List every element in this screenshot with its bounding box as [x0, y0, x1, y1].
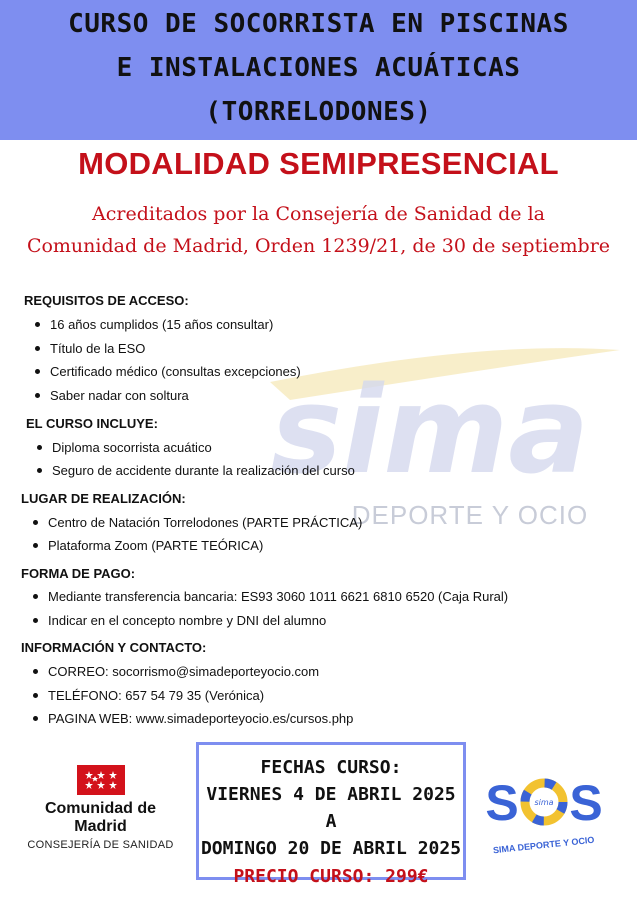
- svg-text:S: S: [569, 775, 603, 831]
- accreditation-line-2: Comunidad de Madrid, Orden 1239/21, de 30 de septiembre: [26, 235, 611, 257]
- accreditation-line-1: Acreditados por la Consejería de Sanidad de la: [92, 203, 545, 225]
- sos-caption: SIMA DEPORTE Y OCIO: [492, 834, 595, 856]
- bullet-icon: [33, 693, 38, 698]
- list-item: CORREO: socorrismo@simadeporteyocio.com: [33, 664, 319, 679]
- comunidad-madrid-logo: [18, 765, 183, 851]
- list-item: TELÉFONO: 657 54 79 35 (Verónica): [33, 688, 264, 703]
- bullet-icon: [37, 445, 42, 450]
- list-item: PAGINA WEB: www.simadeporteyocio.es/cursos.php: [33, 711, 353, 726]
- bullet-icon: [35, 322, 40, 327]
- dates-start: VIERNES 4 DE ABRIL 2025 A: [206, 784, 456, 832]
- dates-heading: FECHAS CURSO:: [260, 757, 402, 778]
- modalidad-heading: MODALIDAD SEMIPRESENCIAL: [78, 146, 559, 181]
- title-banner: [0, 0, 637, 140]
- watermark-tagline: DEPORTE Y OCIO: [351, 500, 589, 530]
- bullet-icon: [33, 543, 38, 548]
- list-item: Plataforma Zoom (PARTE TEÓRICA): [33, 538, 263, 553]
- title-line-3: (TORRELODONES): [205, 97, 432, 127]
- bullet-icon: [33, 594, 38, 599]
- list-item: Mediante transferencia bancaria: ES93 3060 1011 6621 6810 6520 (Caja Rural): [33, 589, 508, 604]
- bullet-icon: [35, 346, 40, 351]
- section-title-incluye: EL CURSO INCLUYE:: [26, 416, 158, 431]
- section-title-requisitos: REQUISITOS DE ACCESO:: [24, 293, 189, 308]
- bullet-icon: [35, 393, 40, 398]
- section-title-info: INFORMACIÓN Y CONTACTO:: [21, 640, 207, 655]
- course-price: PRECIO CURSO: 299€: [233, 866, 429, 887]
- list-item: 16 años cumplidos (15 años consultar): [35, 317, 273, 332]
- title-line-1: CURSO DE SOCORRISTA EN PISCINAS: [68, 9, 569, 39]
- bullet-icon: [33, 669, 38, 674]
- list-item: Seguro de accidente durante la realización del curso: [37, 463, 355, 478]
- list-item: Certificado médico (consultas excepciones): [35, 364, 301, 379]
- list-item: Saber nadar con soltura: [35, 388, 189, 403]
- dates-end: DOMINGO 20 DE ABRIL 2025: [200, 838, 462, 859]
- title-line-2: E INSTALACIONES ACUÁTICAS: [116, 53, 521, 83]
- watermark-word: sima: [270, 362, 590, 501]
- svg-text:S: S: [485, 775, 519, 831]
- course-dates-box: [196, 742, 466, 887]
- bullet-icon: [33, 618, 38, 623]
- accreditation-text: [0, 198, 637, 262]
- section-title-pago: FORMA DE PAGO:: [21, 566, 136, 581]
- consejeria-name: CONSEJERÍA DE SANIDAD: [27, 839, 174, 851]
- bullet-icon: [37, 468, 42, 473]
- list-item: Indicar en el concepto nombre y DNI del alumno: [33, 613, 326, 628]
- madrid-flag-icon: [77, 765, 125, 795]
- comunidad-name: Comunidad de Madrid: [44, 800, 157, 835]
- bullet-icon: [33, 520, 38, 525]
- sos-inner-word: sima: [534, 798, 554, 807]
- list-item: Diploma socorrista acuático: [37, 440, 212, 455]
- list-item: Título de la ESO: [35, 341, 145, 356]
- sos-sima-logo: [482, 768, 606, 858]
- section-title-lugar: LUGAR DE REALIZACIÓN:: [21, 491, 186, 506]
- bullet-icon: [35, 369, 40, 374]
- sima-watermark-logo: [230, 330, 630, 530]
- list-item: Centro de Natación Torrelodones (PARTE PRÁCTICA): [33, 515, 362, 530]
- bullet-icon: [33, 716, 38, 721]
